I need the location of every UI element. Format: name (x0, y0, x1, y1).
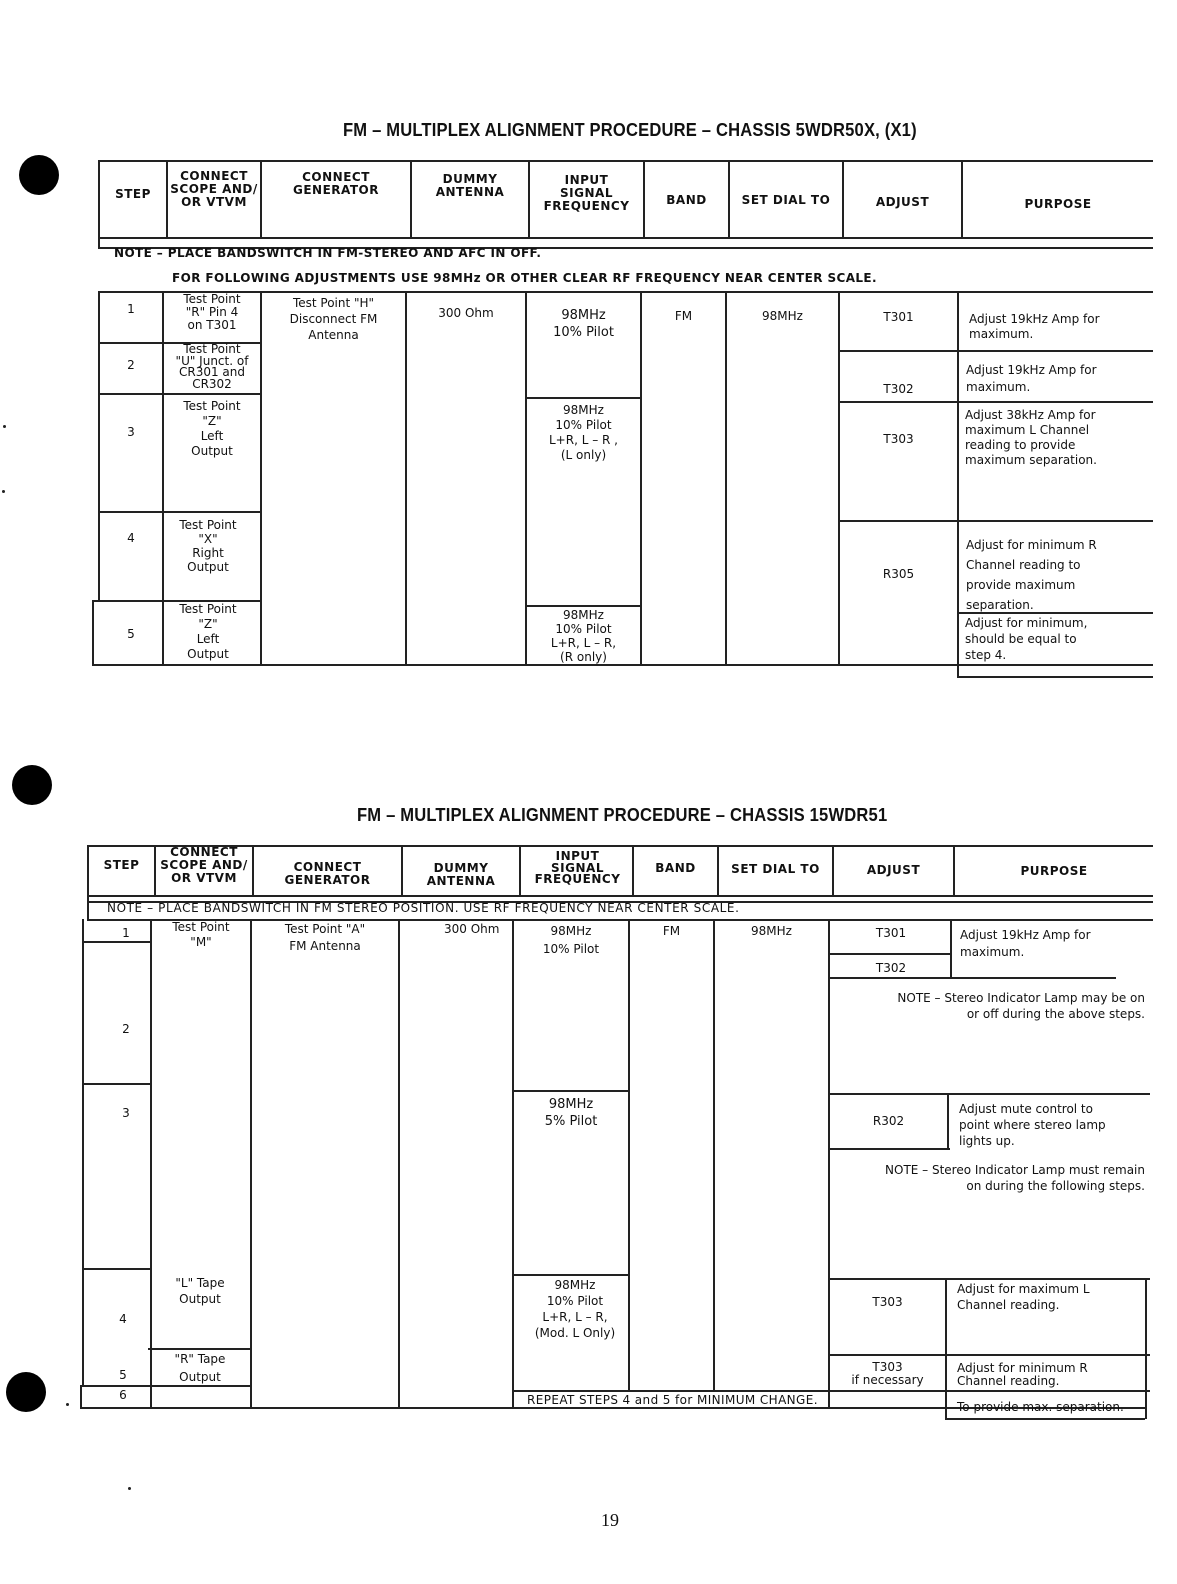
table2-adjust-cell: T303 if necessary (851, 1360, 924, 1387)
table2-header-purpose: PURPOSE (1020, 864, 1088, 878)
table1-header-generator: CONNECT GENERATOR (292, 170, 379, 197)
table2-dial-cell: 98MHz (751, 924, 792, 938)
table2-step: 4 (119, 1312, 127, 1326)
table1-title: FM – MULTIPLEX ALIGNMENT PROCEDURE – CHASSIS 5WDR50X, (X1) (343, 120, 917, 140)
binder-hole (19, 155, 59, 195)
table2-header-generator: CONNECT GENERATOR (284, 860, 371, 887)
table2-purpose-cell: Adjust for minimum R Channel reading. (957, 1361, 1088, 1388)
table1-adjust-cell: R305 (882, 567, 915, 581)
table2-input-cell: 98MHz 10% Pilot (542, 924, 600, 956)
table1-adjust-cell: T303 (883, 432, 914, 446)
table1-step: 4 (127, 531, 135, 545)
table1-input-cell: 98MHz 10% Pilot (553, 308, 614, 340)
table1-step: 1 (127, 302, 135, 316)
table1-dial-cell: 98MHz (762, 309, 803, 323)
scan-speck (128, 1487, 131, 1490)
table2-scope-cell: "R" Tape Output (174, 1352, 226, 1384)
table2-lamp-note-1: NOTE – Stereo Indicator Lamp may be on or off during the above steps. (897, 991, 1145, 1021)
scan-speck (2, 490, 5, 493)
table2-generator-cell: Test Point "A" FM Antenna (284, 922, 366, 953)
page-number: 19 (601, 1510, 619, 1530)
table2-header-adjust: ADJUST (866, 863, 921, 877)
table1-step: 5 (127, 627, 135, 641)
table2-scope-cell: "L" Tape Output (175, 1276, 225, 1306)
table2-purpose-cell: Adjust 19kHz Amp for maximum. (960, 928, 1091, 959)
table1-purpose-cell: Adjust 19kHz Amp for maximum. (966, 363, 1097, 394)
table2-step: 1 (122, 926, 130, 940)
table1-purpose-cell: Adjust 19kHz Amp for maximum. (969, 312, 1100, 341)
scan-speck (66, 1403, 69, 1406)
table2-header-step: STEP (103, 858, 140, 872)
table1-step: 3 (127, 425, 135, 439)
table1-scope-cell: Test Point "X" Right Output (179, 518, 237, 574)
table2-header-dial: SET DIAL TO (731, 862, 820, 876)
table2-purpose-cell: Adjust for maximum L Channel reading. (957, 1282, 1090, 1312)
table2-header-band: BAND (655, 861, 696, 875)
table1-input-cell: 98MHz 10% Pilot L+R, L – R, (R only) (550, 608, 617, 664)
table2-step: 6 (119, 1388, 127, 1402)
table1-adjust-cell: T301 (883, 310, 914, 324)
binder-hole (6, 1372, 46, 1412)
table2-title: FM – MULTIPLEX ALIGNMENT PROCEDURE – CHASSIS 15WDR51 (357, 805, 888, 825)
table2-input-cell: 98MHz 10% Pilot L+R, L – R, (Mod. L Only) (534, 1278, 616, 1340)
table2-note: NOTE – PLACE BANDSWITCH IN FM STEREO POSITION. USE RF FREQUENCY NEAR CENTER SCALE. (107, 901, 740, 915)
table2-band-cell: FM (662, 924, 681, 938)
table1-note-line1: NOTE – PLACE BANDSWITCH IN FM-STEREO AND AFC IN OFF. (114, 246, 542, 260)
table1-header-dial: SET DIAL TO (741, 193, 831, 207)
table1-header-band: BAND (666, 193, 707, 207)
table2-lamp-note-2: NOTE – Stereo Indicator Lamp must remain on during the following steps. (885, 1163, 1145, 1193)
table1-scope-cell: Test Point "U" Junct. of CR301 and CR302 (175, 342, 249, 391)
table2-scope-cell: Test Point "M" (172, 920, 230, 949)
table1-header-antenna: DUMMY ANTENNA (435, 172, 505, 199)
table1-scope-cell: Test Point "Z" Left Output (183, 399, 241, 458)
table2-adjust-cell: R302 (872, 1114, 905, 1128)
table2-step: 3 (122, 1106, 130, 1120)
scan-speck (3, 425, 6, 428)
table2-repeat-note: REPEAT STEPS 4 and 5 for MINIMUM CHANGE. (527, 1393, 818, 1407)
table1-step: 2 (127, 358, 135, 372)
table2-purpose-cell: To provide max. separation. (957, 1400, 1124, 1414)
table2-adjust-cell: T302 (875, 961, 907, 975)
table1-header-adjust: ADJUST (875, 195, 930, 209)
table1-header-step: STEP (115, 187, 151, 201)
binder-hole (12, 765, 52, 805)
table2-adjust-cell: T301 (875, 926, 907, 940)
table2-step: 5 (119, 1368, 127, 1382)
table2-adjust-cell: T303 (872, 1295, 903, 1309)
table1-header-purpose: PURPOSE (1024, 197, 1092, 211)
table1-antenna-cell: 300 Ohm (438, 306, 494, 320)
table1-purpose-cell: Adjust for minimum, should be equal to step 4. (965, 616, 1088, 662)
table1-header-scope: CONNECT SCOPE AND/ OR VTVM (170, 169, 258, 209)
table1-adjust-cell: T302 (883, 382, 914, 396)
table1-note-line2: FOR FOLLOWING ADJUSTMENTS USE 98MHz OR OTHER CLEAR RF FREQUENCY NEAR CENTER SCALE. (172, 271, 877, 285)
table2-input-cell: 98MHz 5% Pilot (544, 1097, 598, 1129)
table1-scope-cell: Test Point "R" Pin 4 on T301 (183, 292, 241, 332)
table1-scope-cell: Test Point "Z" Left Output (179, 602, 237, 661)
table1-purpose-cell: Adjust 38kHz Amp for maximum L Channel reading to provide maximum separation. (965, 408, 1097, 467)
table1-input-cell: 98MHz 10% Pilot L+R, L – R , (L only) (549, 403, 618, 462)
table2-step: 2 (122, 1022, 130, 1036)
table2-purpose-cell: Adjust mute control to point where stereo lamp lights up. (959, 1102, 1106, 1148)
table2-antenna-cell: 300 Ohm (444, 922, 500, 936)
table2-header-antenna: DUMMY ANTENNA (426, 861, 496, 888)
table1-generator-cell: Test Point "H" Disconnect FM Antenna (289, 296, 378, 342)
table2-header-input: INPUT SIGNAL FREQUENCY (534, 849, 621, 886)
table2-header-scope: CONNECT SCOPE AND/ OR VTVM (160, 845, 248, 885)
table1-purpose-cell: Adjust for minimum R Channel reading to provide maximum separation. (966, 538, 1097, 612)
table1-header-input: INPUT SIGNAL FREQUENCY (543, 173, 630, 213)
table1-band-cell: FM (674, 309, 693, 323)
